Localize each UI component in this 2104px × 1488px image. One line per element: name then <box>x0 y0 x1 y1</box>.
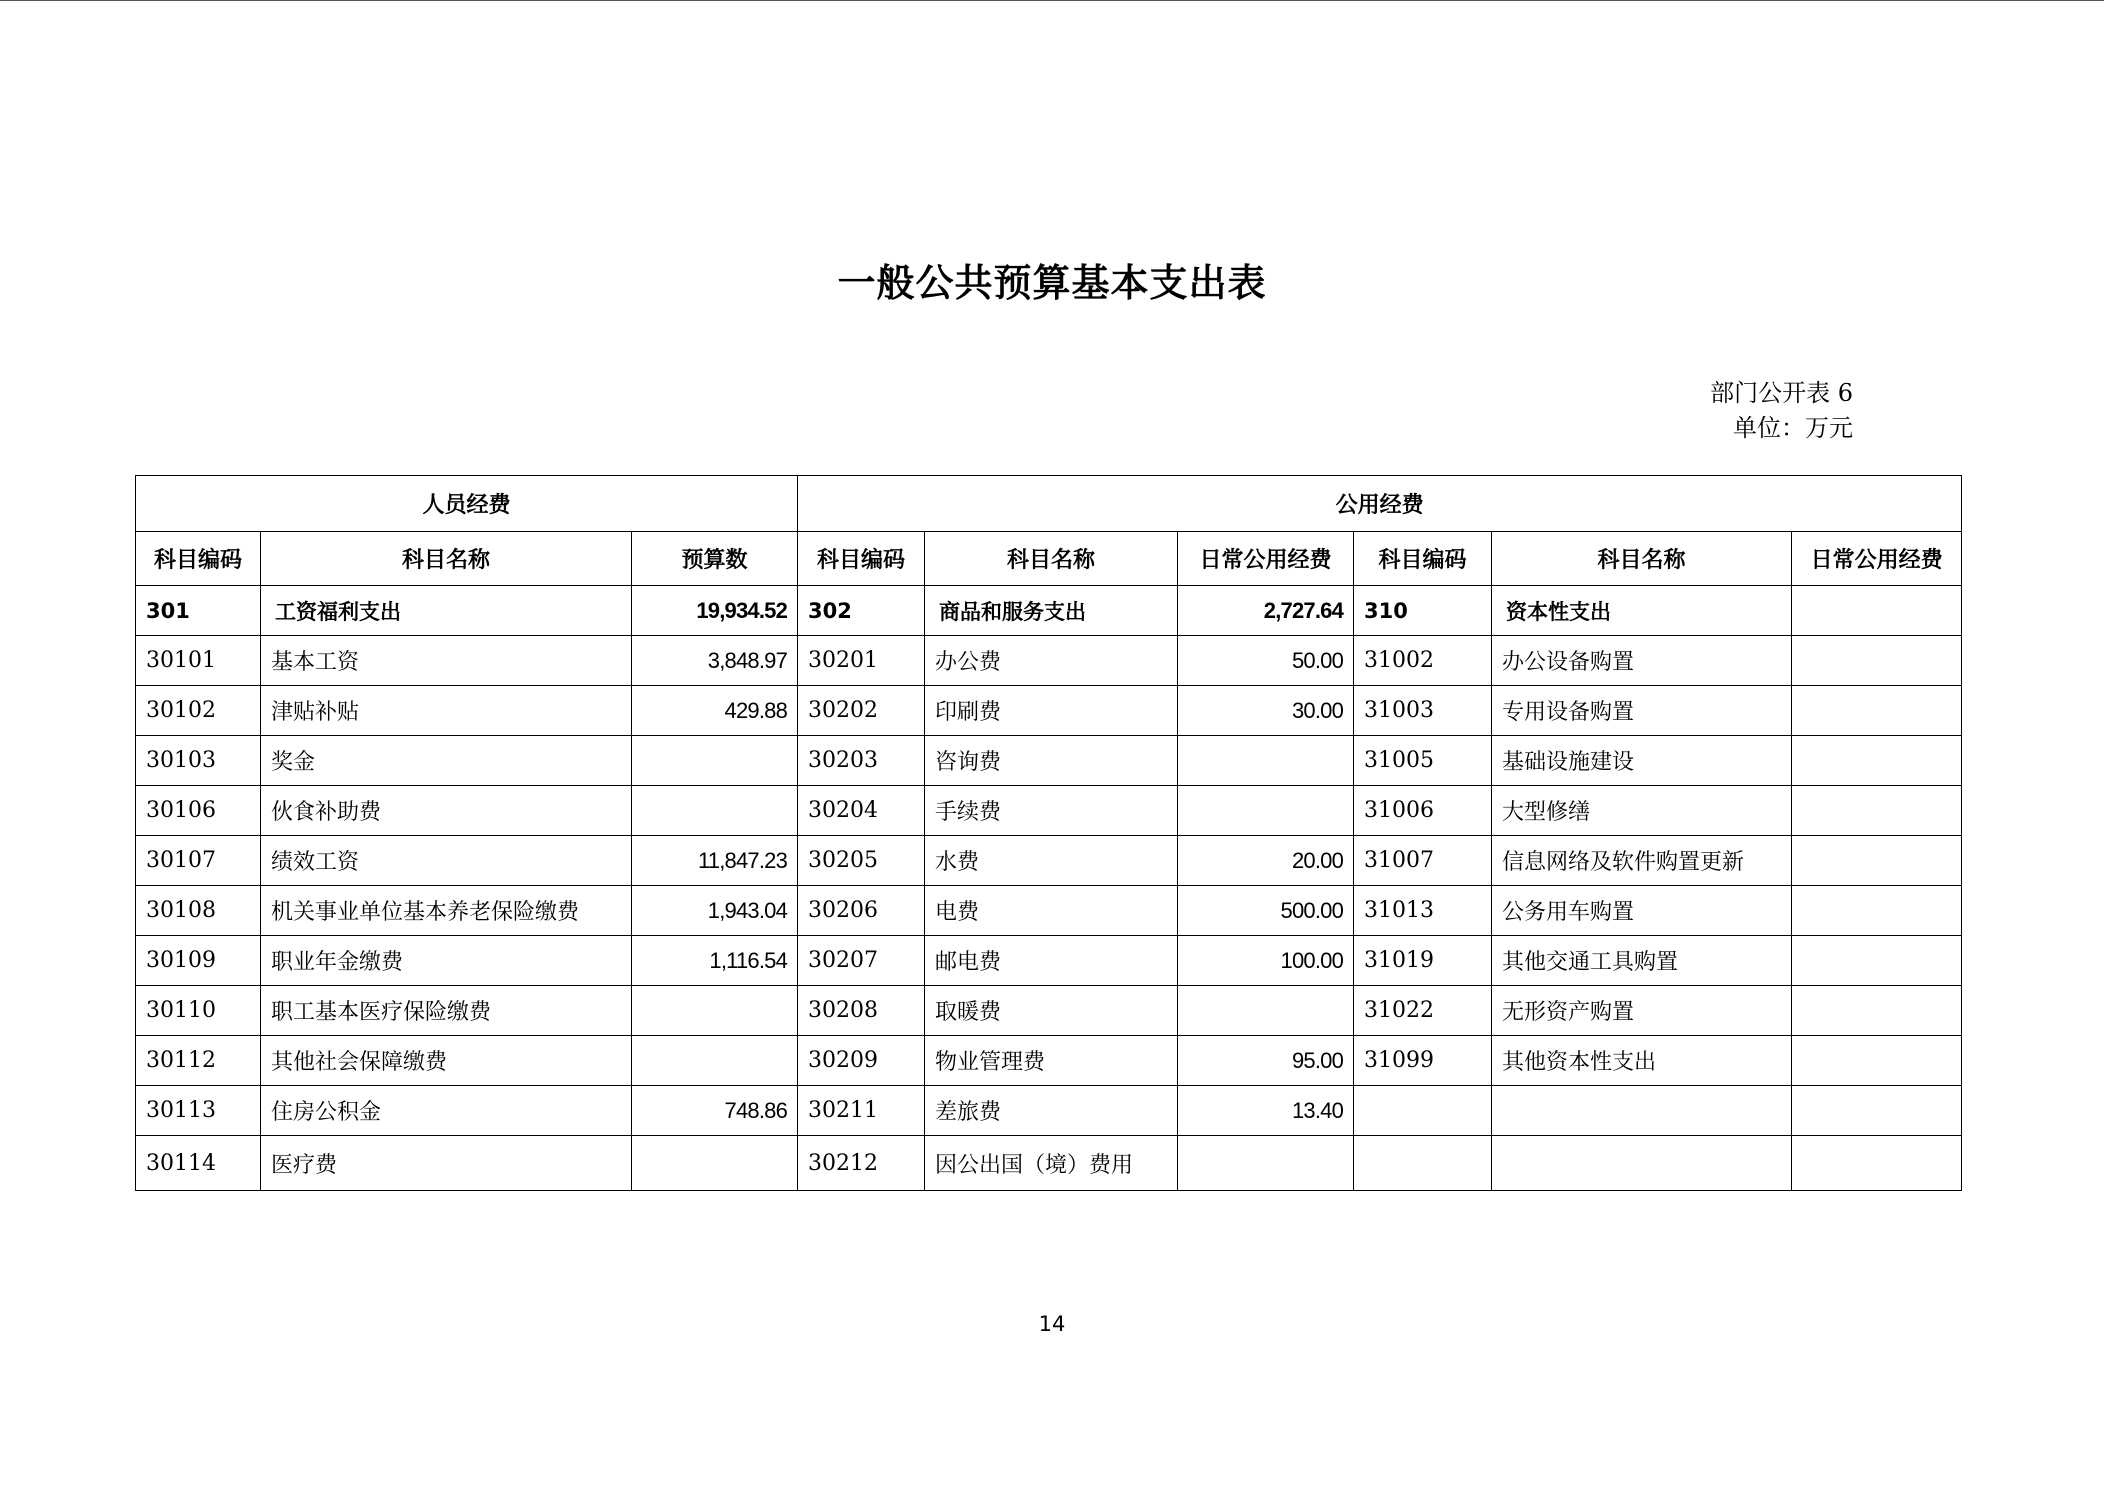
cell-personnel-value <box>632 1036 798 1086</box>
cell-capital-name: 大型修缮 <box>1492 786 1792 836</box>
cell-personnel-code: 30114 <box>136 1136 261 1191</box>
summary-goods-name: 商品和服务支出 <box>925 586 1178 636</box>
cell-capital-name <box>1492 1086 1792 1136</box>
cell-goods-value <box>1178 1136 1354 1191</box>
cell-personnel-code: 30110 <box>136 986 261 1036</box>
column-header-row <box>136 532 1962 586</box>
cell-goods-code: 30203 <box>798 736 925 786</box>
cell-capital-value <box>1792 1036 1962 1086</box>
cell-goods-name: 印刷费 <box>925 686 1178 736</box>
cell-personnel-value: 3,848.97 <box>632 636 798 686</box>
cell-goods-name: 办公费 <box>925 636 1178 686</box>
cell-personnel-name: 职业年金缴费 <box>261 936 632 986</box>
cell-personnel-code: 30108 <box>136 886 261 936</box>
col-header-code: 科目编码 <box>1354 532 1492 586</box>
cell-capital-value <box>1792 1136 1962 1191</box>
table-row <box>136 886 1962 936</box>
table-row <box>136 636 1962 686</box>
cell-capital-value <box>1792 636 1962 686</box>
cell-capital-value <box>1792 1086 1962 1136</box>
cell-goods-value: 13.40 <box>1178 1086 1354 1136</box>
cell-personnel-name: 伙食补助费 <box>261 786 632 836</box>
cell-goods-name: 水费 <box>925 836 1178 886</box>
cell-capital-value <box>1792 836 1962 886</box>
summary-capital-name: 资本性支出 <box>1492 586 1792 636</box>
cell-personnel-code: 30109 <box>136 936 261 986</box>
cell-personnel-value: 1,116.54 <box>632 936 798 986</box>
cell-personnel-name: 奖金 <box>261 736 632 786</box>
table-id-label: 部门公开表 6 <box>1710 379 1853 407</box>
table-row <box>136 936 1962 986</box>
cell-goods-name: 差旅费 <box>925 1086 1178 1136</box>
cell-personnel-name: 机关事业单位基本养老保险缴费 <box>261 886 632 936</box>
cell-capital-code: 31006 <box>1354 786 1492 836</box>
table-row <box>136 686 1962 736</box>
cell-personnel-code: 30107 <box>136 836 261 886</box>
cell-capital-code: 31007 <box>1354 836 1492 886</box>
cell-capital-name: 其他交通工具购置 <box>1492 936 1792 986</box>
cell-personnel-code: 30113 <box>136 1086 261 1136</box>
cell-goods-code: 30209 <box>798 1036 925 1086</box>
cell-personnel-value: 11,847.23 <box>632 836 798 886</box>
group-header-row <box>136 476 1962 532</box>
cell-capital-name: 无形资产购置 <box>1492 986 1792 1036</box>
summary-capital-code: 310 <box>1354 586 1492 636</box>
col-header-daily: 日常公用经费 <box>1792 532 1962 586</box>
cell-capital-name: 专用设备购置 <box>1492 686 1792 736</box>
cell-capital-value <box>1792 986 1962 1036</box>
cell-personnel-value <box>632 986 798 1036</box>
cell-goods-value <box>1178 986 1354 1036</box>
cell-goods-name: 邮电费 <box>925 936 1178 986</box>
cell-goods-name: 手续费 <box>925 786 1178 836</box>
cell-goods-code: 30207 <box>798 936 925 986</box>
cell-capital-name <box>1492 1136 1792 1191</box>
table-row <box>136 1136 1962 1191</box>
table-meta <box>1710 376 1853 446</box>
cell-personnel-value <box>632 736 798 786</box>
cell-personnel-value: 1,943.04 <box>632 886 798 936</box>
summary-goods-code: 302 <box>798 586 925 636</box>
summary-personnel-name: 工资福利支出 <box>261 586 632 636</box>
summary-personnel-code: 301 <box>136 586 261 636</box>
table-row <box>136 836 1962 886</box>
cell-capital-value <box>1792 786 1962 836</box>
summary-personnel-value: 19,934.52 <box>632 586 798 636</box>
cell-personnel-code: 30103 <box>136 736 261 786</box>
cell-capital-name: 其他资本性支出 <box>1492 1036 1792 1086</box>
cell-personnel-name: 绩效工资 <box>261 836 632 886</box>
col-header-name: 科目名称 <box>1492 532 1792 586</box>
cell-capital-name: 基础设施建设 <box>1492 736 1792 786</box>
cell-personnel-code: 30106 <box>136 786 261 836</box>
cell-personnel-value: 429.88 <box>632 686 798 736</box>
cell-goods-code: 30201 <box>798 636 925 686</box>
table-row <box>136 786 1962 836</box>
cell-capital-value <box>1792 936 1962 986</box>
cell-capital-name: 办公设备购置 <box>1492 636 1792 686</box>
cell-capital-code: 31002 <box>1354 636 1492 686</box>
cell-goods-value: 50.00 <box>1178 636 1354 686</box>
budget-table <box>135 475 1962 1191</box>
cell-personnel-name: 基本工资 <box>261 636 632 686</box>
cell-goods-value: 100.00 <box>1178 936 1354 986</box>
top-border-line <box>0 0 2104 1</box>
cell-goods-value: 95.00 <box>1178 1036 1354 1086</box>
cell-goods-code: 30204 <box>798 786 925 836</box>
cell-goods-value <box>1178 786 1354 836</box>
table-row <box>136 1036 1962 1086</box>
table-row <box>136 1086 1962 1136</box>
group-public-header: 公用经费 <box>798 476 1962 532</box>
cell-goods-name: 电费 <box>925 886 1178 936</box>
cell-capital-name: 信息网络及软件购置更新 <box>1492 836 1792 886</box>
col-header-code: 科目编码 <box>136 532 261 586</box>
col-header-name: 科目名称 <box>925 532 1178 586</box>
cell-capital-name: 公务用车购置 <box>1492 886 1792 936</box>
cell-personnel-code: 30102 <box>136 686 261 736</box>
cell-goods-code: 30202 <box>798 686 925 736</box>
cell-capital-code: 31022 <box>1354 986 1492 1036</box>
cell-goods-value: 30.00 <box>1178 686 1354 736</box>
cell-personnel-value: 748.86 <box>632 1086 798 1136</box>
cell-goods-code: 30205 <box>798 836 925 886</box>
col-header-daily: 日常公用经费 <box>1178 532 1354 586</box>
cell-goods-name: 物业管理费 <box>925 1036 1178 1086</box>
cell-goods-name: 因公出国（境）费用 <box>925 1136 1178 1191</box>
cell-goods-value: 20.00 <box>1178 836 1354 886</box>
cell-goods-code: 30212 <box>798 1136 925 1191</box>
cell-personnel-name: 住房公积金 <box>261 1086 632 1136</box>
cell-goods-value: 500.00 <box>1178 886 1354 936</box>
cell-personnel-code: 30101 <box>136 636 261 686</box>
cell-capital-code: 31099 <box>1354 1036 1492 1086</box>
cell-goods-code: 30208 <box>798 986 925 1036</box>
cell-personnel-code: 30112 <box>136 1036 261 1086</box>
col-header-code: 科目编码 <box>798 532 925 586</box>
cell-capital-value <box>1792 736 1962 786</box>
cell-capital-code: 31019 <box>1354 936 1492 986</box>
cell-personnel-name: 医疗费 <box>261 1136 632 1191</box>
page-number: 14 <box>1038 1312 1066 1336</box>
col-header-name: 科目名称 <box>261 532 632 586</box>
cell-personnel-value <box>632 1136 798 1191</box>
cell-capital-code <box>1354 1086 1492 1136</box>
summary-row <box>136 586 1962 636</box>
summary-goods-value: 2,727.64 <box>1178 586 1354 636</box>
summary-capital-value <box>1792 586 1962 636</box>
table-row <box>136 736 1962 786</box>
cell-goods-code: 30211 <box>798 1086 925 1136</box>
cell-capital-code <box>1354 1136 1492 1191</box>
cell-capital-code: 31005 <box>1354 736 1492 786</box>
cell-goods-name: 取暖费 <box>925 986 1178 1036</box>
cell-goods-name: 咨询费 <box>925 736 1178 786</box>
unit-label: 单位：万元 <box>1733 414 1853 442</box>
col-header-budget: 预算数 <box>632 532 798 586</box>
table-row <box>136 986 1962 1036</box>
cell-capital-value <box>1792 886 1962 936</box>
cell-goods-code: 30206 <box>798 886 925 936</box>
group-personnel-header: 人员经费 <box>136 476 798 532</box>
cell-personnel-name: 职工基本医疗保险缴费 <box>261 986 632 1036</box>
cell-goods-value <box>1178 736 1354 786</box>
cell-personnel-value <box>632 786 798 836</box>
cell-capital-value <box>1792 686 1962 736</box>
cell-capital-code: 31003 <box>1354 686 1492 736</box>
cell-personnel-name: 津贴补贴 <box>261 686 632 736</box>
cell-personnel-name: 其他社会保障缴费 <box>261 1036 632 1086</box>
cell-capital-code: 31013 <box>1354 886 1492 936</box>
page-title: 一般公共预算基本支出表 <box>837 261 1267 305</box>
